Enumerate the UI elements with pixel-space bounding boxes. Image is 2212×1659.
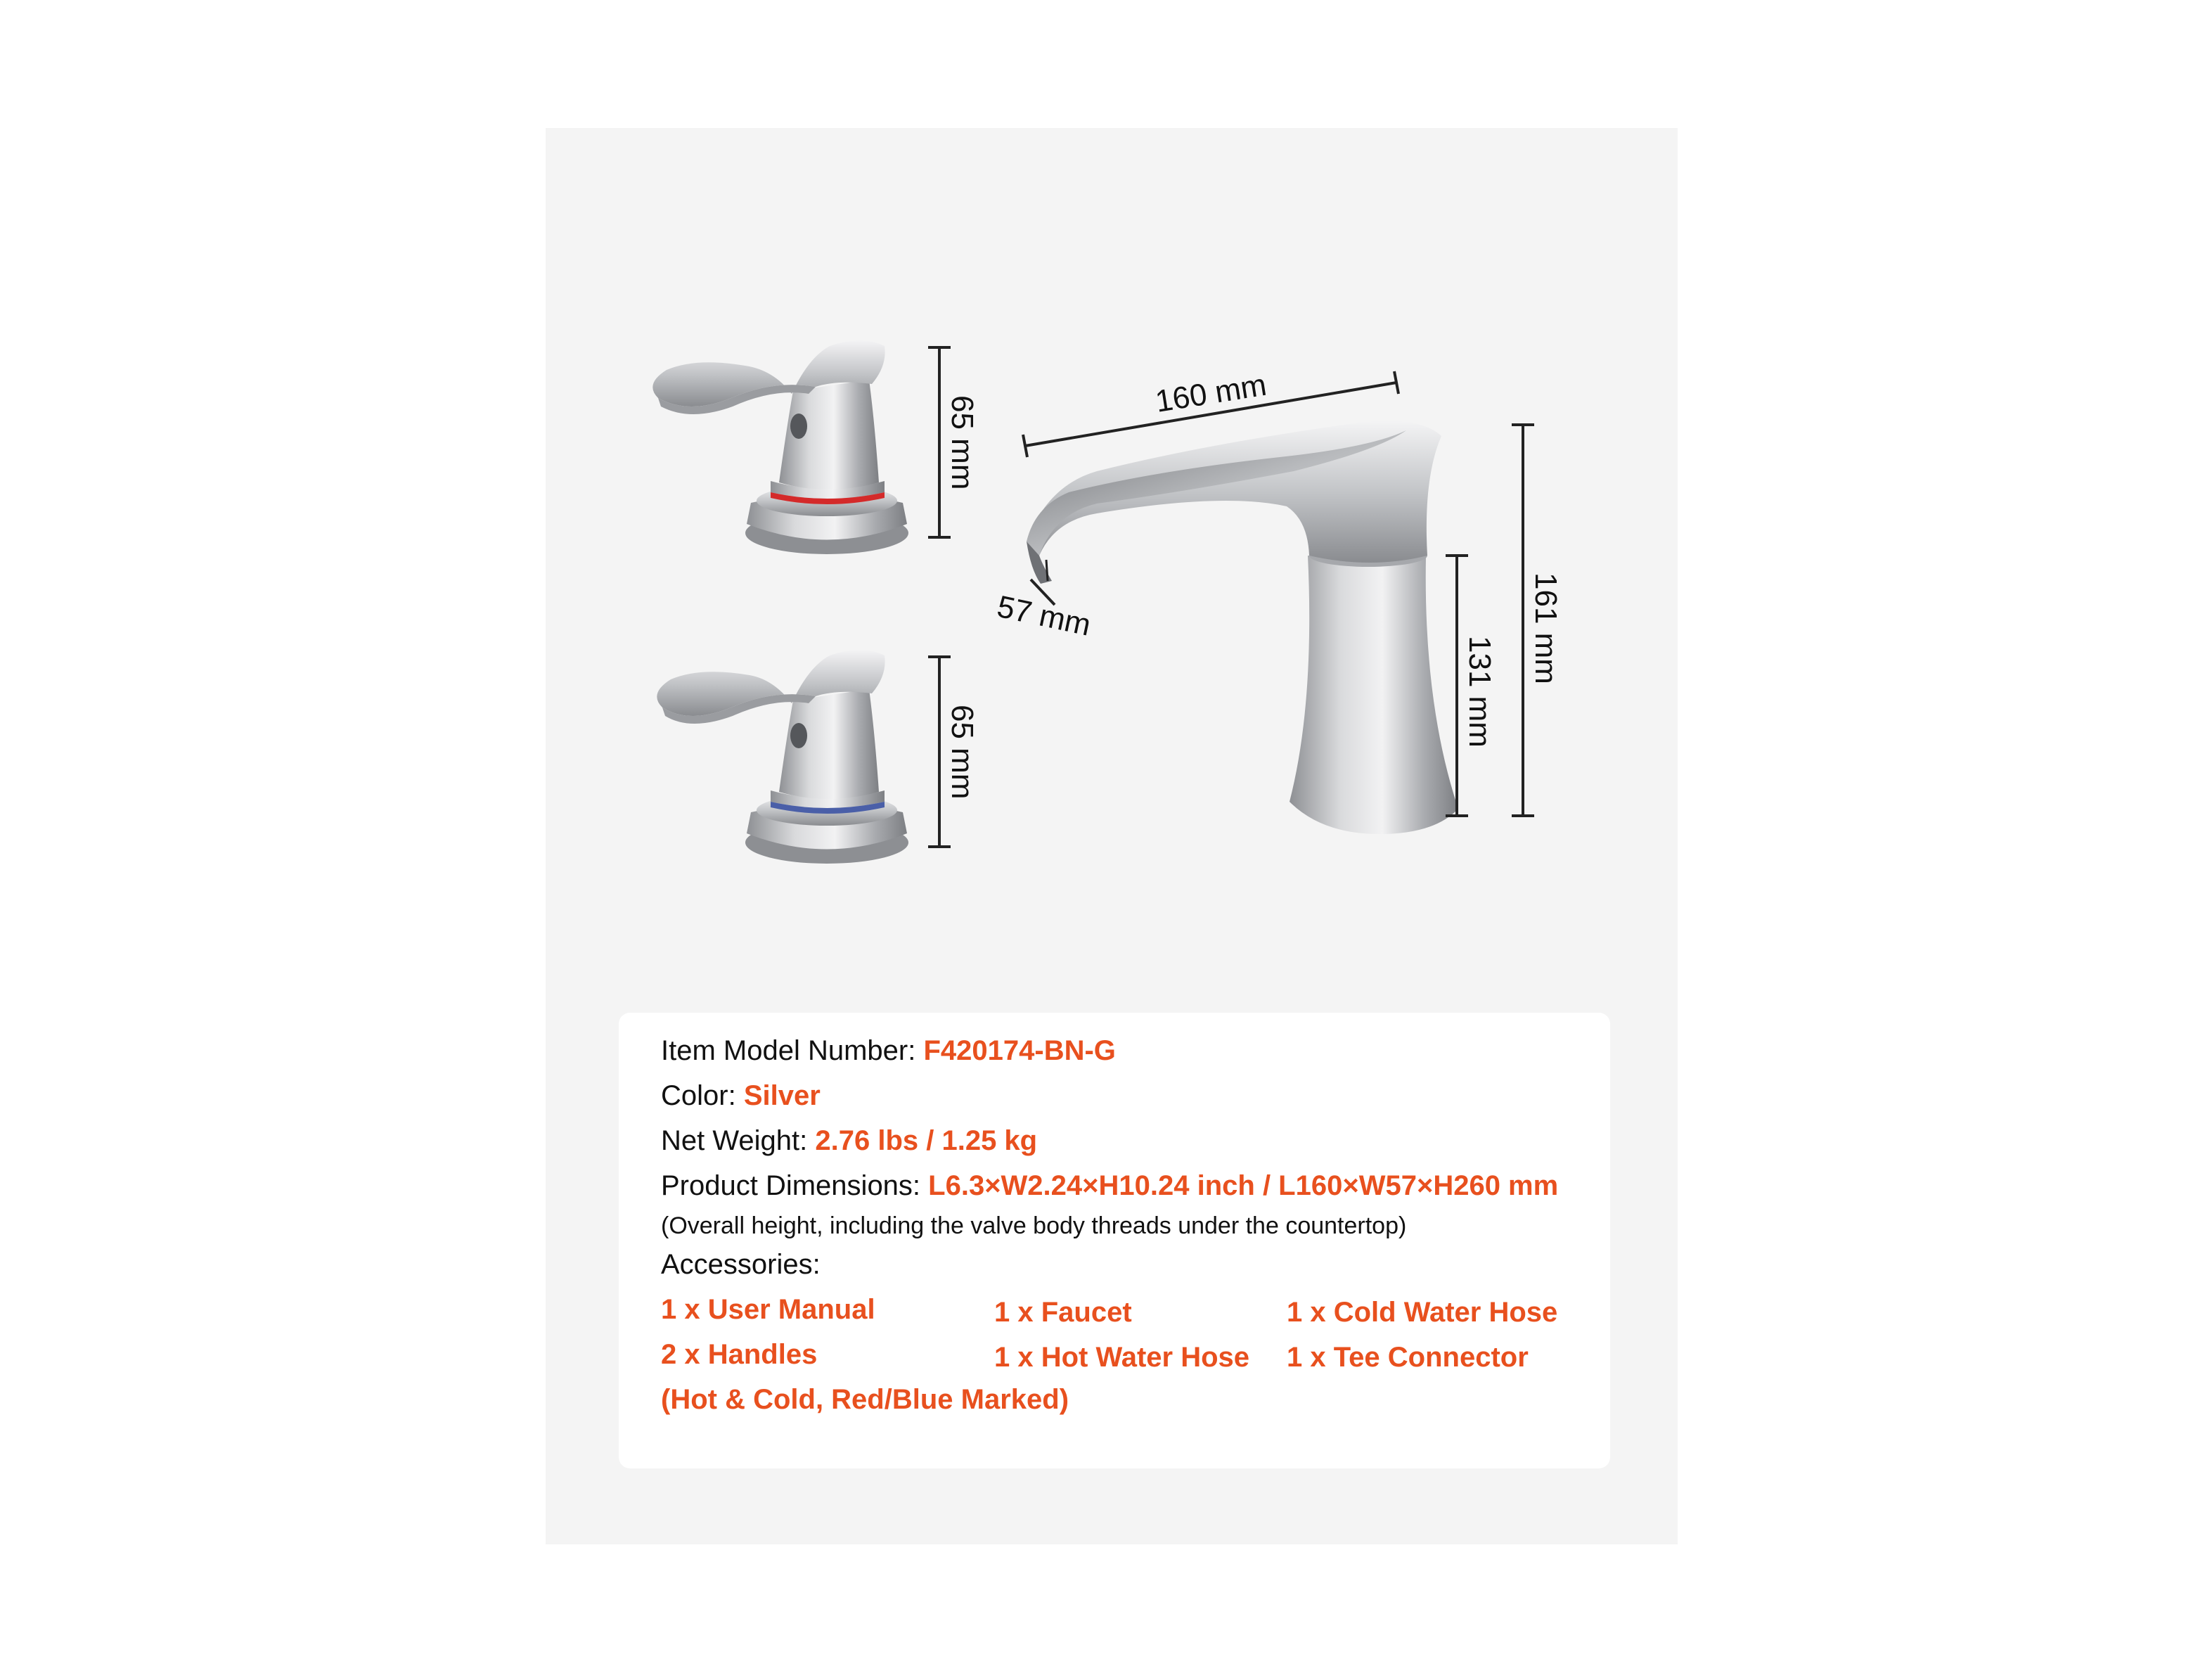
body-height-dimension xyxy=(1446,556,1497,816)
hot-handle xyxy=(652,340,908,554)
weight-label: Net Weight: xyxy=(661,1125,816,1156)
accessory-item: (Hot & Cold, Red/Blue Marked) xyxy=(661,1384,1069,1415)
accessory-item: 1 x Tee Connector xyxy=(1287,1342,1529,1373)
color-label: Color: xyxy=(661,1080,744,1111)
spout-length-label: 160 mm xyxy=(1152,367,1269,419)
hot-handle-height-label: 65 mm xyxy=(945,395,979,490)
cold-handle xyxy=(657,650,908,864)
color-row xyxy=(661,1079,821,1113)
weight-row xyxy=(661,1124,1037,1158)
body-height-label: 131 mm xyxy=(1462,636,1497,748)
dimensions-note: (Overall height, including the valve body threads under the countertop) xyxy=(661,1212,1407,1239)
color-value: Silver xyxy=(743,1080,821,1111)
accessory-item: 1 x Faucet xyxy=(994,1297,1132,1328)
accessory-item: 1 x Cold Water Hose xyxy=(1287,1297,1558,1328)
model-number-label: Item Model Number: xyxy=(661,1035,924,1066)
accessory-item: 1 x User Manual xyxy=(661,1294,875,1325)
accessories-heading: Accessories: xyxy=(661,1249,821,1280)
dimensions-label: Product Dimensions: xyxy=(661,1170,929,1201)
accessory-item: 1 x Hot Water Hose xyxy=(994,1342,1250,1373)
spout-width-label: 57 mm xyxy=(994,589,1094,643)
cold-handle-height-label: 65 mm xyxy=(945,705,979,800)
spec-card xyxy=(619,1013,1610,1468)
dimensions-row xyxy=(661,1169,1558,1203)
faucet-body xyxy=(1027,421,1458,834)
total-height-dimension xyxy=(1512,425,1563,816)
total-height-label: 161 mm xyxy=(1529,572,1563,684)
hot-handle-dimension xyxy=(928,347,979,537)
model-number-row xyxy=(661,1034,1116,1068)
dimensions-value: L6.3×W2.24×H10.24 inch / L160×W57×H260 mm xyxy=(928,1170,1559,1201)
weight-value: 2.76 lbs / 1.25 kg xyxy=(815,1125,1038,1156)
cold-handle-dimension xyxy=(928,657,979,847)
model-number-value: F420174-BN-G xyxy=(923,1035,1116,1066)
accessory-item: 2 x Handles xyxy=(661,1339,818,1370)
